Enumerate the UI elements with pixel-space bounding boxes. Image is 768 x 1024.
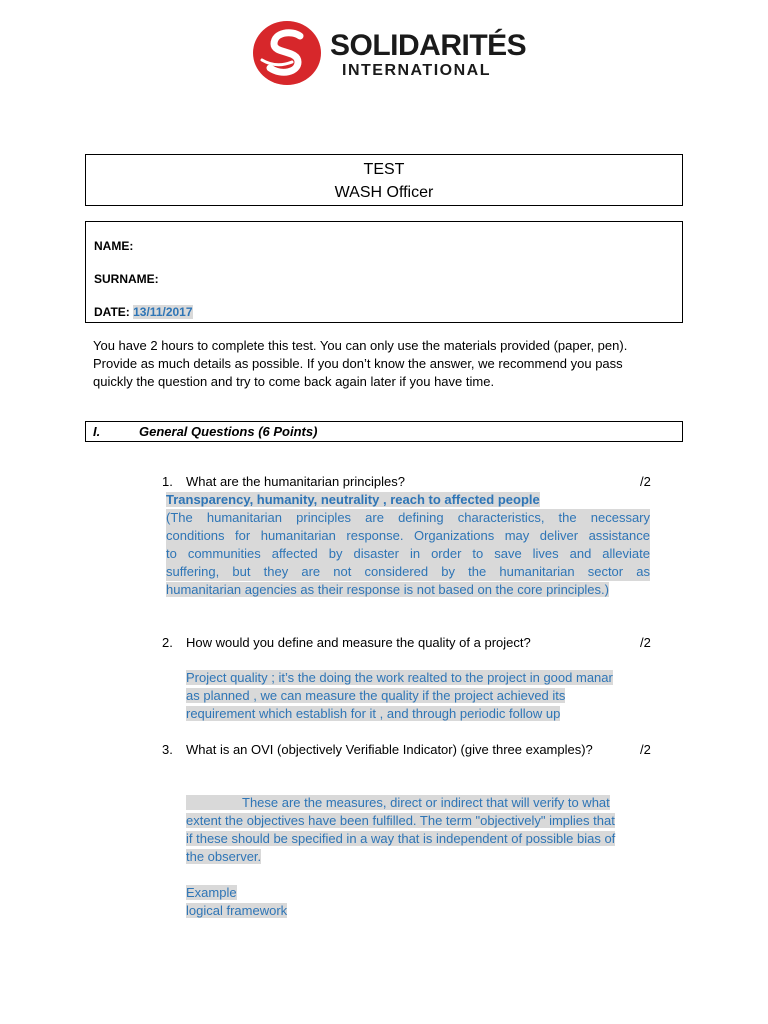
answer-line: Project quality ; it’s the doing the work realted to the project in good manar: [186, 670, 613, 685]
answer-heading-text: Transparency, humanity, neutrality , reach to affected people: [166, 492, 540, 507]
answer-line: if these should be specified in a way that is independent of possible bias of: [186, 831, 616, 846]
answer-line-wrap: [186, 705, 666, 723]
instructions-line: You have 2 hours to complete this test. You can only use the materials provided (paper, pen).: [93, 338, 628, 353]
answer-line-wrap: [186, 848, 666, 866]
date-value: 13/11/2017: [133, 305, 193, 319]
answer-line: as planned , we can measure the quality if the project achieved its: [186, 688, 566, 703]
example-label: Example: [186, 885, 237, 900]
answer-line: suffering, but they are not considered by the humanitarian sector as: [166, 564, 650, 579]
answer-heading: [166, 491, 650, 509]
solidarites-logo-mark-icon: [252, 20, 322, 86]
instructions-line: Provide as much details as possible. If you don’t know the answer, we recommend you pass: [93, 356, 623, 371]
candidate-info-box: [85, 221, 683, 323]
date-row: [94, 305, 193, 319]
example-line-wrap: [186, 902, 666, 920]
instructions: [93, 337, 683, 391]
question-score: /2: [640, 635, 651, 650]
answer-line: (The humanitarian principles are defining characteristics, the necessary: [166, 510, 650, 525]
instructions-line: quickly the question and try to come back again later if you have time.: [93, 374, 495, 389]
logo-subtitle: INTERNATIONAL: [342, 62, 491, 79]
logo-name: SOLIDARITÉS: [330, 29, 527, 62]
surname-label: SURNAME:: [94, 272, 159, 286]
test-title: TEST: [363, 161, 405, 178]
answer-3: [186, 794, 666, 920]
answer-line: to communities affected by disaster in order to save lives and alleviate: [166, 546, 650, 561]
answer-last-line-wrap: [166, 581, 650, 599]
example-value: logical framework: [186, 903, 288, 918]
question-score: /2: [640, 742, 651, 757]
answer-line-wrap: [186, 812, 666, 830]
name-label: NAME:: [94, 239, 134, 253]
question-number: 2.: [162, 635, 173, 650]
answer-line: conditions for humanitarian response. Organizations may deliver assistance: [166, 528, 650, 543]
question-number: 3.: [162, 742, 173, 757]
answer-line-wrap: [186, 830, 666, 848]
answer-line-wrap: [186, 669, 666, 687]
question-text: How would you define and measure the quality of a project?: [186, 635, 531, 650]
answer-line-wrap: [186, 794, 666, 812]
date-label: DATE:: [94, 305, 130, 319]
answer-1: [166, 491, 650, 599]
title-box: [85, 154, 683, 206]
answer-line: requirement which establish for it , and through periodic follow up: [186, 706, 561, 721]
position-title: WASH Officer: [334, 184, 434, 201]
answer-2: [186, 669, 666, 723]
example-line-wrap: [186, 884, 666, 902]
answer-line: These are the measures, direct or indirect that will verify to what: [186, 795, 610, 810]
answer-line: humanitarian agencies as their response is not based on the core principles.): [166, 582, 609, 597]
question-text: What is an OVI (objectively Verifiable Indicator) (give three examples)?: [186, 742, 593, 757]
answer-line: extent the objectives have been fulfilled. The term "objectively" implies that: [186, 813, 615, 828]
question-score: /2: [640, 474, 651, 489]
section-title: General Questions (6 Points): [139, 424, 318, 439]
question-number: 1.: [162, 474, 173, 489]
answer-line: the observer.: [186, 849, 262, 864]
section-header: [85, 421, 683, 442]
answer-line-wrap: [186, 687, 666, 705]
solidarites-logo: [252, 18, 527, 88]
question-text: What are the humanitarian principles?: [186, 474, 405, 489]
section-number: I.: [93, 424, 101, 439]
answer-spacer: [186, 866, 666, 884]
